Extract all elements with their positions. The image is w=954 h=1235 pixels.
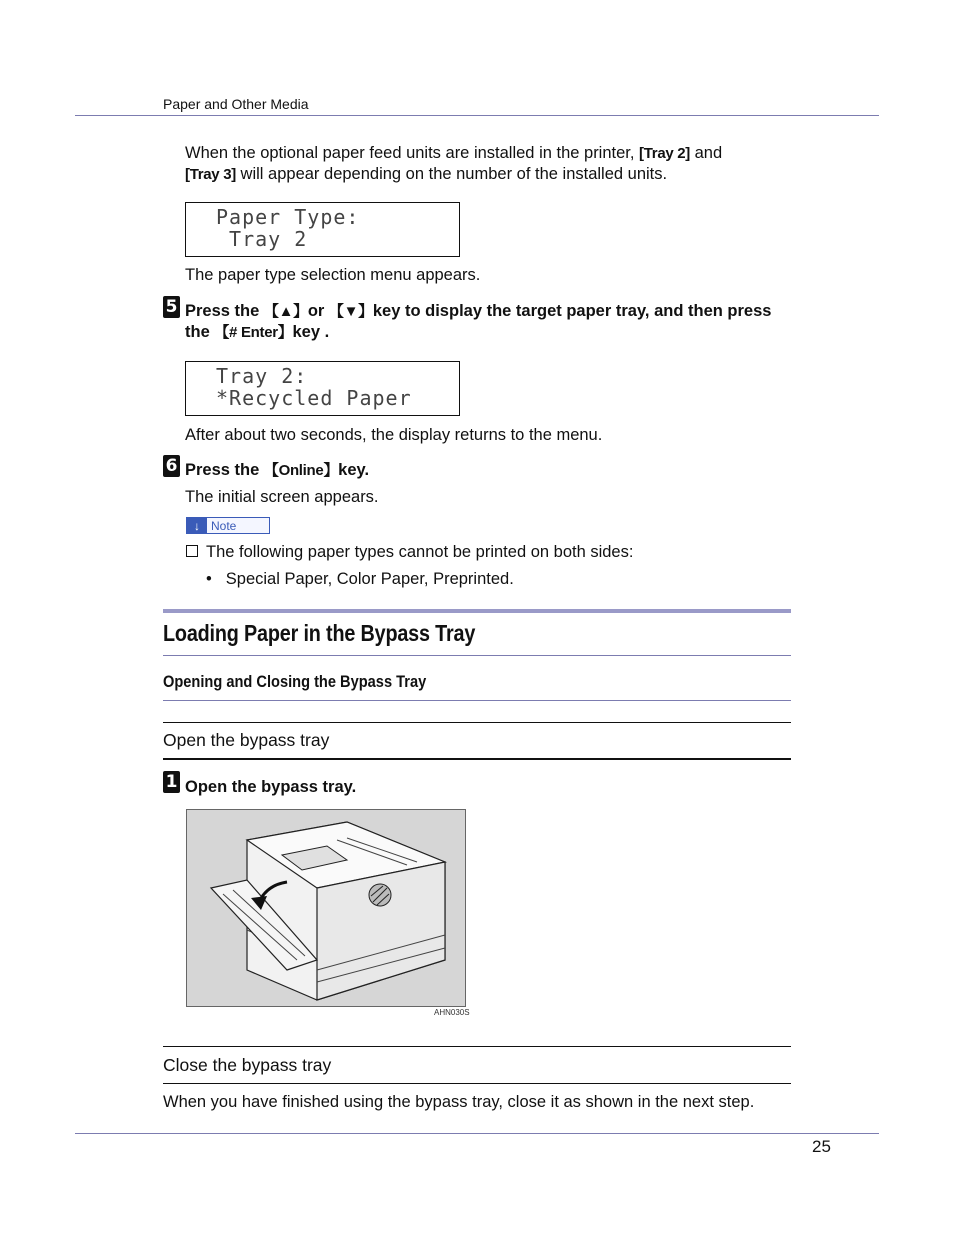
enter-key: 【# Enter】 — [214, 324, 293, 341]
online-key: 【Online】 — [263, 462, 339, 479]
subsection-title: Opening and Closing the Bypass Tray — [163, 672, 427, 691]
lcd-line: Tray 2: — [216, 364, 308, 388]
close-heading-top-rule — [163, 1046, 791, 1047]
step-number-5: 5 — [163, 296, 180, 318]
note-bullet-text: Special Paper, Color Paper, Preprinted. — [225, 570, 514, 588]
page-number: 25 — [812, 1137, 831, 1156]
printer-illustration-icon — [187, 810, 465, 1006]
intro-text: will appear depending on the number of the installed units. — [235, 165, 668, 183]
lcd-line: Paper Type: — [216, 205, 360, 229]
open-heading-bottom-rule — [163, 758, 791, 760]
step-text: key to display the target paper tray, and then press the — [185, 302, 772, 341]
tray2-key: [Tray 2] — [639, 145, 691, 162]
note-label: Note — [211, 518, 237, 533]
arrow-down-icon: ↓ — [187, 518, 207, 533]
step6-instruction — [185, 460, 369, 481]
down-key: 【▼】 — [328, 303, 373, 320]
up-key: 【▲】 — [263, 303, 308, 320]
note-bullet — [206, 569, 514, 589]
section-title: Loading Paper in the Bypass Tray — [163, 620, 476, 646]
open-heading: Open the bypass tray — [163, 730, 330, 750]
close-paragraph: When you have finished using the bypass tray, close it as shown in the next step. — [163, 1093, 755, 1111]
step6-caption: The initial screen appears. — [185, 488, 379, 506]
note-badge — [186, 517, 270, 534]
step-text: key. — [338, 461, 370, 479]
step-text: Press the — [185, 461, 264, 479]
close-heading: Close the bypass tray — [163, 1055, 332, 1075]
step-number-1: 1 — [163, 771, 180, 793]
lcd-display-paper-type — [185, 202, 460, 257]
footer-rule — [75, 1133, 879, 1134]
printer-bypass-tray-illustration — [186, 809, 466, 1007]
checkbox-icon — [186, 545, 198, 557]
figure-code: AHN030S — [434, 1008, 470, 1017]
step-text: key . — [292, 323, 330, 341]
section-title-rule — [163, 655, 791, 656]
step-text: Press the — [185, 302, 264, 320]
bullet-icon: • — [206, 570, 212, 588]
intro-paragraph — [185, 143, 791, 185]
lcd-line: *Recycled Paper — [216, 386, 412, 410]
note-item — [186, 542, 633, 562]
note-item-text: The following paper types cannot be printed on both sides: — [206, 543, 634, 561]
lcd-line: Tray 2 — [216, 227, 308, 251]
open-heading-top-rule — [163, 722, 791, 723]
step-number-6: 6 — [163, 455, 180, 477]
subsection-rule — [163, 700, 791, 701]
tray3-key: [Tray 3] — [185, 166, 236, 183]
lcd1-caption: The paper type selection menu appears. — [185, 266, 481, 284]
intro-text: and — [690, 144, 723, 162]
close-heading-bottom-rule — [163, 1083, 791, 1084]
lcd-display-tray — [185, 361, 460, 416]
intro-text: When the optional paper feed units are installed in the printer, — [185, 144, 640, 162]
section-top-rule — [163, 609, 791, 613]
header-rule — [75, 115, 879, 116]
running-header: Paper and Other Media — [163, 96, 309, 112]
step1-instruction: Open the bypass tray. — [185, 778, 357, 796]
step-text: or — [307, 302, 329, 320]
step5-instruction — [185, 301, 795, 343]
lcd2-caption: After about two seconds, the display returns to the menu. — [185, 426, 603, 444]
